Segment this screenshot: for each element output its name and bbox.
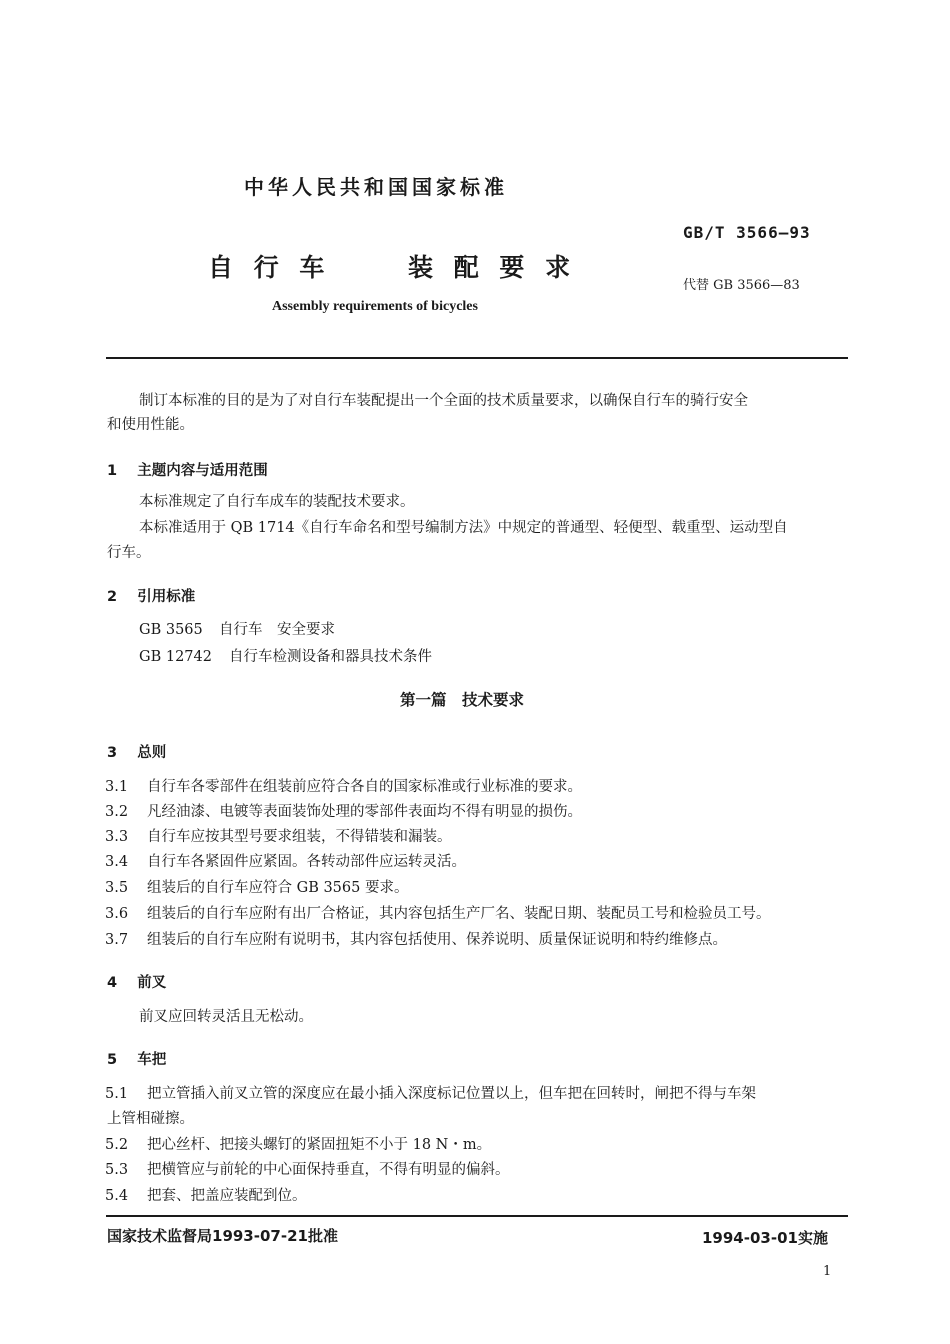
- reference-code: GB 12742: [139, 649, 212, 665]
- clause-text: 把心丝杆、把接头螺钉的紧固扭矩不小于 18 N・m。: [147, 1137, 492, 1153]
- intro-line2: 和使用性能。: [107, 417, 194, 433]
- section3-number: 3: [107, 745, 118, 761]
- clause-3-2: [105, 805, 582, 820]
- clause-text: 组装后的自行车应符合 GB 3565 要求。: [147, 880, 409, 896]
- document-title-part2: 装 配 要 求: [408, 253, 577, 282]
- section1-heading: [107, 459, 268, 480]
- clause-number: 3.3: [105, 829, 129, 845]
- section5-number: 5: [107, 1052, 118, 1068]
- document-title-part1: 自 行 车: [208, 253, 331, 282]
- section1-para2-line2: 行车。: [107, 545, 151, 561]
- clause-5-4: [105, 1189, 307, 1204]
- national-standard-title: 中华人民共和国国家标准: [244, 175, 508, 199]
- clause-number: 5.2: [105, 1137, 129, 1153]
- english-title: Assembly requirements of bicycles: [272, 299, 478, 314]
- clause-text: 自行车各紧固件应紧固。各转动部件应运转灵活。: [147, 854, 466, 870]
- clause-text: 自行车应按其型号要求组装，不得错装和漏装。: [147, 829, 452, 845]
- clause-number: 3.7: [105, 932, 129, 948]
- implementation-date: 1994-03-01实施: [702, 1229, 828, 1247]
- clause-number: 3.1: [105, 779, 129, 795]
- approval-date: 国家技术监督局1993-07-21批准: [107, 1227, 338, 1245]
- reference-code: GB 3565: [139, 622, 203, 638]
- section4-number: 4: [107, 975, 118, 991]
- clause-number: 3.4: [105, 854, 129, 870]
- clause-text: 自行车各零部件在组装前应符合各自的国家标准或行业标准的要求。: [147, 779, 582, 795]
- clause-3-7: [105, 933, 727, 948]
- reference-name: 自行车检测设备和器具技术条件: [229, 649, 432, 665]
- section1-para2-line1: 本标准适用于 QB 1714《自行车命名和型号编制方法》中规定的普通型、轻便型、载重型、运动型自: [139, 520, 788, 536]
- reference-name: 自行车 安全要求: [219, 622, 335, 638]
- section3-heading: [107, 741, 166, 762]
- clause-3-3: [105, 830, 452, 845]
- part-title: 第一篇 技术要求: [400, 691, 525, 709]
- section2-heading: [107, 585, 195, 606]
- section1-para1: 本标准规定了自行车成车的装配技术要求。: [139, 494, 415, 510]
- clause-text: 把横管应与前轮的中心面保持垂直，不得有明显的偏斜。: [147, 1162, 510, 1178]
- footer-rule: [106, 1215, 848, 1217]
- standard-number: GB/T 3566—93: [683, 223, 811, 242]
- section2-number: 2: [107, 589, 118, 605]
- clause-5-1-line1: [105, 1087, 756, 1102]
- clause-text: 凡经油漆、电镀等表面装饰处理的零部件表面均不得有明显的损伤。: [147, 804, 582, 820]
- clause-number: 3.5: [105, 880, 129, 896]
- intro-line1: 制订本标准的目的是为了对自行车装配提出一个全面的技术质量要求，以确保自行车的骑行安全: [139, 393, 748, 409]
- section5-heading: [107, 1048, 166, 1069]
- reference-item: [139, 623, 335, 638]
- clause-text: 把立管插入前叉立管的深度应在最小插入深度标记位置以上，但车把在回转时，闸把不得与车架: [147, 1086, 756, 1102]
- clause-5-3: [105, 1163, 510, 1178]
- clause-number: 5.4: [105, 1188, 129, 1204]
- clause-text: 组装后的自行车应附有说明书，其内容包括使用、保养说明、质量保证说明和特约维修点。: [147, 932, 727, 948]
- section1-title: 主题内容与适用范围: [137, 463, 268, 479]
- section4-title: 前叉: [137, 975, 167, 991]
- clause-number: 3.2: [105, 804, 129, 820]
- clause-3-6: [105, 907, 771, 922]
- clause-number: 3.6: [105, 906, 129, 922]
- clause-text: 把套、把盖应装配到位。: [147, 1188, 307, 1204]
- section2-title: 引用标准: [137, 589, 196, 605]
- clause-number: 5.1: [105, 1086, 129, 1102]
- clause-text: 组装后的自行车应附有出厂合格证，其内容包括生产厂名、装配日期、装配员工号和检验员工号。: [147, 906, 771, 922]
- replaces-standard: 代替 GB 3566—83: [683, 278, 800, 293]
- page-number: 1: [823, 1264, 832, 1279]
- clause-3-5: [105, 881, 408, 896]
- clause-number: 5.3: [105, 1162, 129, 1178]
- section5-title: 车把: [137, 1052, 167, 1068]
- section3-title: 总则: [137, 745, 167, 761]
- clause-5-1-line2: 上管相碰擦。: [107, 1111, 194, 1127]
- clause-5-2: [105, 1138, 491, 1153]
- section4-heading: [107, 971, 166, 992]
- section4-para: 前叉应回转灵活且无松动。: [139, 1009, 313, 1025]
- section1-number: 1: [107, 463, 118, 479]
- reference-item: [139, 650, 432, 665]
- clause-3-1: [105, 780, 582, 795]
- header-rule: [106, 357, 848, 359]
- clause-3-4: [105, 855, 466, 870]
